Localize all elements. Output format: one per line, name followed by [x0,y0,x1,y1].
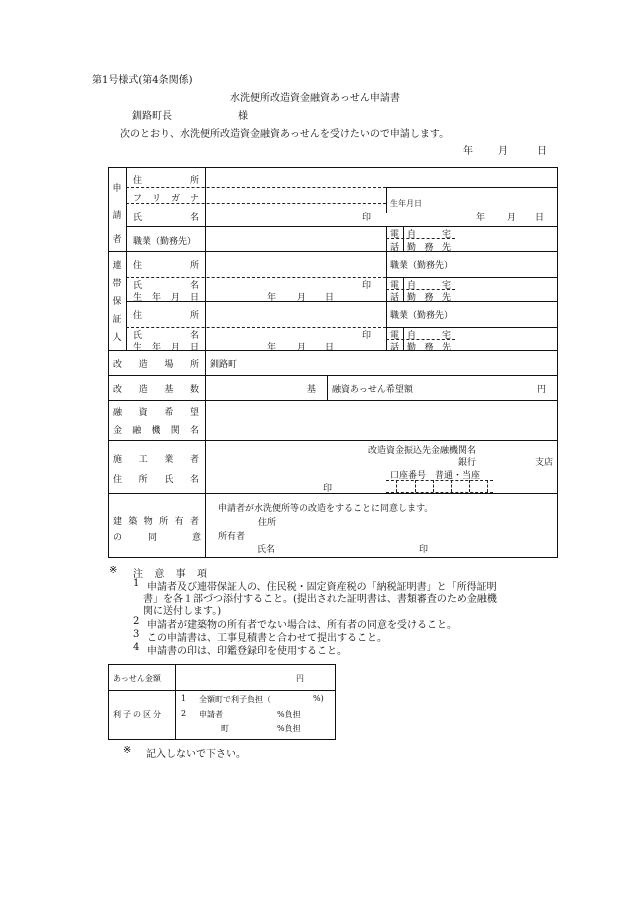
applicant-birth-day: 日 [535,213,545,223]
guarantor1-birth-label: 生 年 月 日 [133,293,199,303]
guarantor2-birth-label: 生 年 月 日 [133,343,199,353]
bank-label-1: 融 資 希 望 [113,408,199,418]
note-2-line-1: 申請者が建築物の所有者でない場合は、所有者の同意を受けること。 [147,620,457,631]
note-2-num: 2 [133,616,140,627]
guarantor1-day: 日 [325,293,335,303]
notes-mark: ※ [109,565,118,576]
guarantor2-month: 月 [297,343,307,353]
owner-label-2-char-2: 意 [192,533,202,543]
guarantor1-phone-work: 勤 務 先 [407,293,451,303]
guarantor1-month: 月 [297,293,307,303]
form-title: 水洗便所改造資金融資あっせん申請書 [230,93,400,104]
note-1-line-2: 書」を各１部づつ添付すること。(提出された証明書は、書類審査のため金融機 [143,594,497,605]
note-1-line-1: 申請者及び連帯保証人の、住民税・固定資産税の「納税証明書」と「所得証明 [147,582,497,593]
applicant-phone-char-2: 話 [390,243,400,253]
guarantor2-phone-work: 勤 務 先 [407,343,451,353]
addressee-name: 釧路町長 [132,111,172,122]
applicant-name-label: 氏 名 [133,213,199,223]
owner-label-2-char-1: 同 [148,533,158,543]
guarantor2-name-label: 氏 名 [133,331,199,341]
office-opt2-b: 町 [221,724,229,733]
site-value: 釧路町 [210,360,238,370]
office-yen: 円 [296,674,304,683]
bank-label-2: 金 融 機 関 名 [113,426,199,436]
office-opt1-end: %) [313,694,324,703]
bank-suffix: 銀行 [458,458,477,468]
note-4-line-1: 申請書の印は、印鑑登録印を使用すること。 [147,646,347,657]
notes-header: 注 意 事 項 [133,569,207,580]
guarantor2-year: 年 [267,343,277,353]
contractor-seal: 印 [323,484,333,494]
site-label: 改 造 場 所 [113,360,199,370]
guarantor2-phone-home: 自 宅 [407,331,451,341]
date-year: 年 [463,146,473,157]
owner-label: 所有者 [218,532,246,542]
applicant-phone-char-1: 電 [390,230,400,240]
office-opt2-a-pct: %負担 [277,710,301,719]
guarantor1-phone-home: 自 宅 [407,281,451,291]
applicant-phone-home: 自 宅 [407,230,451,240]
owner-name-label: 氏名 [257,545,276,555]
owner-seal: 印 [419,545,429,555]
guarantor1-year: 年 [267,293,277,303]
date-month: 月 [498,146,508,157]
date-day: 日 [537,146,547,157]
guarantor1-seal: 印 [362,281,372,291]
applicant-birth-year: 年 [476,213,486,223]
owner-consent-text: 申請者が水洗便所等の改造をすることに同意します。 [218,504,434,514]
note-3-line-1: この申請書は、工事見積書と合わせて提出すること。 [147,633,387,644]
addressee-honorific: 様 [238,111,248,122]
guarantor1-phone-char-1: 電 [390,281,400,291]
guarantor1-address-label: 住 所 [133,261,199,271]
note-1-line-3: 関に送付します。) [143,606,222,617]
form-number: 第1号様式(第4条関係) [92,75,193,86]
office-category-label: 利子の区分 [113,710,163,719]
applicant-phone-work: 勤 務 先 [407,243,451,253]
footer-text: 記入しないで下さい。 [146,749,246,760]
guarantor2-day: 日 [325,343,335,353]
intro-text: 次のとおり、水洗便所改造資金融資あっせんを受けたいので申請します。 [120,129,450,140]
loan-yen: 円 [537,385,547,395]
count-label: 改 造 基 数 [113,385,199,395]
office-opt2-num: 2 [181,709,187,718]
footer-mark: ※ [123,745,132,756]
loan-amount-label: 融資あっせん希望額 [332,385,413,395]
applicant-furigana-label: フ リ ガ ナ [133,194,199,204]
office-opt1-num: 1 [181,694,187,703]
guarantor1-name-label: 氏 名 [133,281,199,291]
office-amount-label: あっせん金額 [113,674,161,683]
guarantor1-phone-char-2: 話 [390,293,400,303]
owner-address-label: 住所 [258,518,277,528]
office-opt2-a: 申請者 [199,710,223,719]
applicant-occupation-label: 職業（勤務先） [133,237,197,247]
branch-suffix: 支店 [535,458,554,468]
applicant-address-label: 住 所 [133,176,199,186]
transfer-bank-label: 改造資金振込先金融機関名 [368,446,477,456]
owner-label-2-prefix: の [113,533,123,543]
contractor-label-1: 施 工 業 者 [113,455,199,465]
guarantor2-address-label: 住 所 [133,311,199,321]
office-opt2-b-pct: %負担 [277,724,301,733]
guarantor2-seal: 印 [362,331,372,341]
note-3-num: 3 [133,629,140,640]
note-1-num: 1 [133,578,140,589]
account-number-label: 口座番号 [390,471,427,481]
guarantor2-occupation-label: 職業（勤務先） [390,311,454,321]
count-unit: 基 [307,385,317,395]
guarantor2-phone-char-1: 電 [390,331,400,341]
owner-label-1: 建 築 物 所 有 者 [113,517,199,527]
applicant-seal: 印 [362,213,372,223]
applicant-birth-month: 月 [507,213,517,223]
account-type: 普通・当座 [435,471,481,481]
office-opt1: 全額町で利子負担（ [199,695,271,704]
contractor-label-2: 住 所 氏 名 [113,475,199,485]
guarantor2-phone-char-2: 話 [390,343,400,353]
guarantor1-occupation-label: 職業（勤務先） [390,261,454,271]
note-4-num: 4 [133,642,140,653]
applicant-birth-label: 生年月日 [390,199,422,208]
